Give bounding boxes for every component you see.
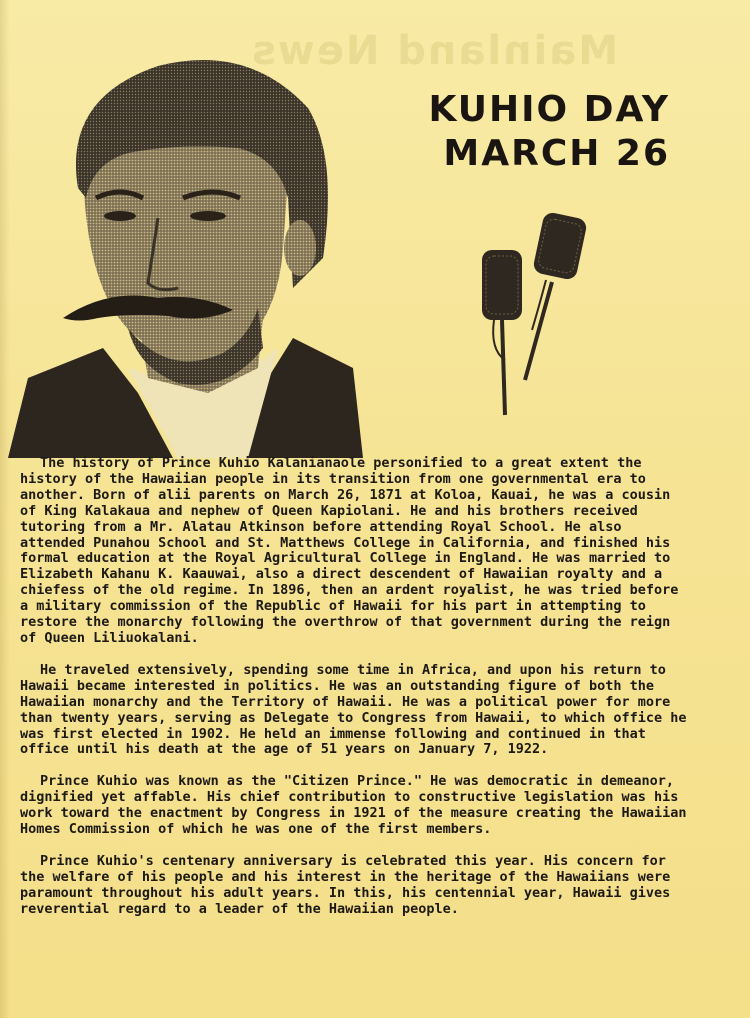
page-title (350, 88, 670, 176)
bleed-through-heading: Mainland News (250, 28, 619, 74)
article-paragraph-2: He traveled extensively, spending some time in Africa, and upon his return to Hawaii became interested in politics. He was an outstanding figure of both the Hawaiian monarchy and the Territory of Hawaii. He was a political power for more than twenty years, serving as Delegate to Congress from Hawaii, to which office he was first elected in 1902. He held an immense following and continued in that office until his death at the age of 51 years on January 7, 1922. (20, 661, 687, 758)
article-body (20, 456, 690, 934)
article-paragraph-4: Prince Kuhio's centenary anniversary is celebrated this year. His concern for the welfare of his people and his interest in the heritage of the Hawaiians were paramount throughout his adult years. In this, his centennial year, Hawaii gives reverential regard to a leader of the Hawaiian people. (20, 852, 671, 917)
portrait-photo (8, 48, 363, 458)
title-line-1: KUHIO DAY (428, 89, 670, 130)
article-paragraph-1: The history of Prince Kuhio Kalanianaole personified to a great extent the history of the Hawaiian people in its transition from one governmental era to another. Born of alii parents on March 26, 1871 at Koloa, Kauai, he was a cousin of King Kalakaua and nephew of Queen Kapiolani. He and his brothers received tutoring from a Mr. Alatau Atkinson before attending Royal School. He also attended Punahou School and St. Matthews College in California, and finished his formal education at the Royal Agricultural College in England. He was married to Elizabeth Kahanu K. Kaauwai, also a direct descendent of Hawaiian royalty and a chiefess of the old regime. In 1896, then an ardent royalist, he was tried before a military commission of the Republic of Hawaii for his part in attempting to restore the monarchy following the overthrow of that government during the reign of Queen Liliuokalani. (20, 455, 679, 646)
article-paragraph-3: Prince Kuhio was known as the "Citizen Prince." He was democratic in demeanor, dignified yet affable. His chief contribution to constructive legislation was his work toward the enactment by Congress in 1921 of the measure creating the Hawaiian Homes Commission of which he was one of the first members. (20, 773, 687, 838)
microphone-icon (470, 210, 600, 420)
title-line-2: MARCH 26 (443, 133, 670, 174)
